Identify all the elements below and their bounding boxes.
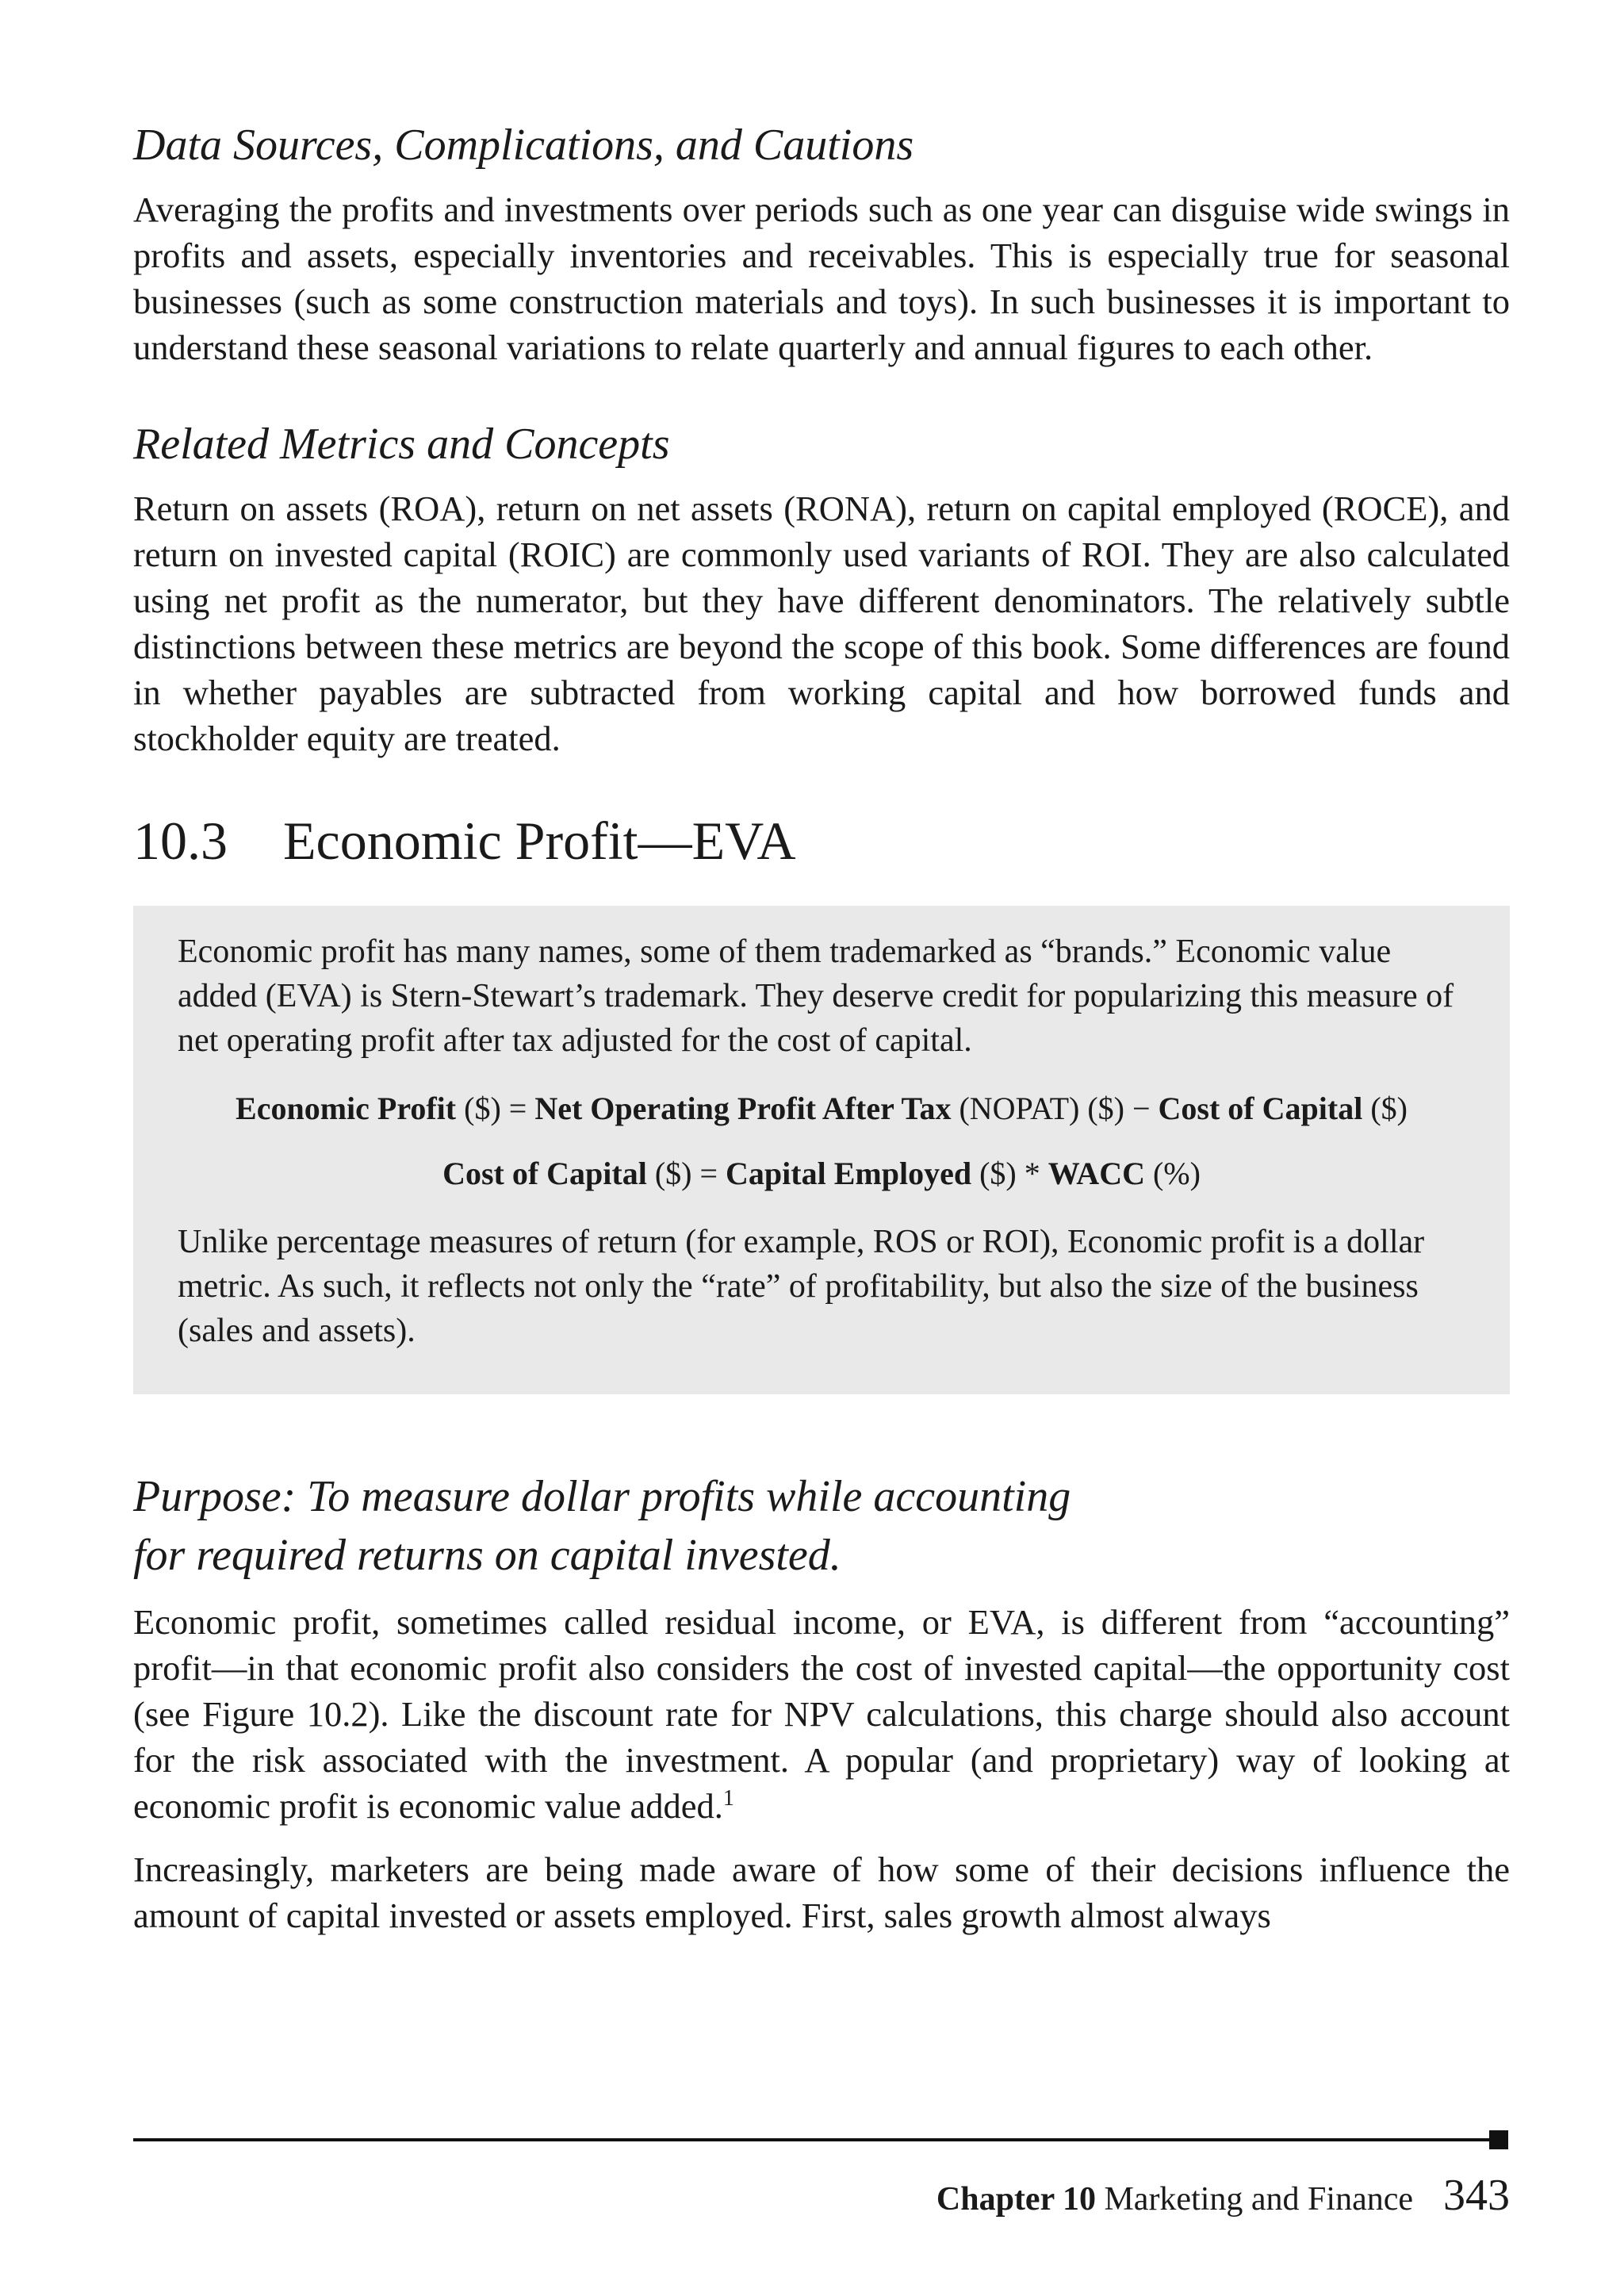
section-heading: Related Metrics and Concepts — [133, 420, 670, 470]
footer-rule-square — [1489, 2130, 1508, 2149]
formula-term: Net Operating Profit After Tax — [534, 1090, 952, 1126]
formula-operator: = — [508, 1090, 527, 1126]
formula-unit: ($) — [979, 1155, 1017, 1191]
purpose-line: Purpose: To measure dollar profits while accounting — [133, 1471, 1071, 1521]
formula-unit: (NOPAT) ($) — [959, 1090, 1124, 1126]
section-number: 10.3 — [133, 811, 228, 872]
formula-term: WACC — [1048, 1155, 1145, 1191]
chapter-label: Chapter 10 — [936, 2181, 1096, 2218]
section-title: Economic Profit—EVA — [283, 811, 796, 872]
formula-unit: ($) — [654, 1155, 692, 1191]
formula-unit: ($) — [1370, 1090, 1408, 1126]
purpose-heading — [133, 1467, 1510, 1585]
section-related-metrics — [133, 418, 1510, 761]
running-footer — [936, 2180, 1413, 2218]
chapter-title: Marketing and Finance — [1104, 2181, 1413, 2218]
definition-outro: Unlike percentage measures of return (for example, ROS or ROI), Economic profit is a dollar metric. As such, it reflects not only the “rate” of profitability, but also the size of the business (sales and assets). — [178, 1223, 1425, 1349]
footer-rule — [133, 2138, 1502, 2141]
body-paragraph: Return on assets (ROA), return on net assets (RONA), return on capital employed (ROCE), and return on invested capital (ROIC) are commonly used variants of ROI. They are also calculated using net profit as the numerator, but they have different denominators. The relatively subtle distinctions between these metrics are beyond the scope of this book. Some differences are found in whether payables are subtracted from working capital and how borrowed funds and stockholder equity are treated. — [133, 489, 1510, 759]
formula-unit: ($) — [464, 1090, 501, 1126]
body-paragraph: Increasingly, marketers are being made aware of how some of their decisions influence the amount of capital invested or assets employed. First, sales growth almost always — [133, 1849, 1510, 1935]
formula-term: Economic Profit — [236, 1090, 457, 1126]
definition-intro: Economic profit has many names, some of them trademarked as “brands.” Economic value added (EVA) is Stern-Stewart’s trademark. They deserve credit for popularizing this measure of net operating profit after tax adjusted for the cost of capital. — [178, 933, 1454, 1059]
body-paragraph — [133, 1599, 1510, 1829]
section-data-sources — [133, 119, 1510, 370]
formula-unit: (%) — [1152, 1155, 1201, 1191]
definition-box — [133, 906, 1510, 1394]
chapter-section-title — [133, 809, 1510, 874]
body-paragraph: Averaging the profits and investments over periods such as one year can disguise wide swings in profits and assets, especially inventories and receivables. This is especially true for seasonal businesses (such as some construction materials and toys). In such businesses it is important to understand these seasonal variations to relate quarterly and annual figures to each other. — [133, 190, 1510, 368]
formula-cost-of-capital — [178, 1155, 1465, 1193]
page-footer — [936, 2170, 1510, 2221]
paragraph-text: Economic profit, sometimes called residual income, or EVA, is different from “accounting” profit—in that economic profit also considers the cost of invested capital—the opportunity cost (see Figure 10.2). Like the discount rate for NPV calculations, this charge should also account for the risk associated with the investment. A popular (and proprietary) way of looking at economic profit is economic value added. — [133, 1601, 1510, 1826]
purpose-line: for required returns on capital invested. — [133, 1530, 841, 1580]
formula-operator: − — [1132, 1090, 1151, 1126]
formula-operator: * — [1024, 1155, 1040, 1191]
formula-operator: = — [699, 1155, 718, 1191]
footnote-marker[interactable]: 1 — [722, 1786, 734, 1811]
formula-term: Cost of Capital — [442, 1155, 647, 1191]
formula-economic-profit — [178, 1090, 1465, 1128]
formula-term: Capital Employed — [726, 1155, 972, 1191]
section-heading: Data Sources, Complications, and Cautions — [133, 121, 914, 170]
page-number: 343 — [1443, 2171, 1510, 2220]
page-content — [133, 119, 1510, 1938]
formula-term: Cost of Capital — [1158, 1090, 1363, 1126]
